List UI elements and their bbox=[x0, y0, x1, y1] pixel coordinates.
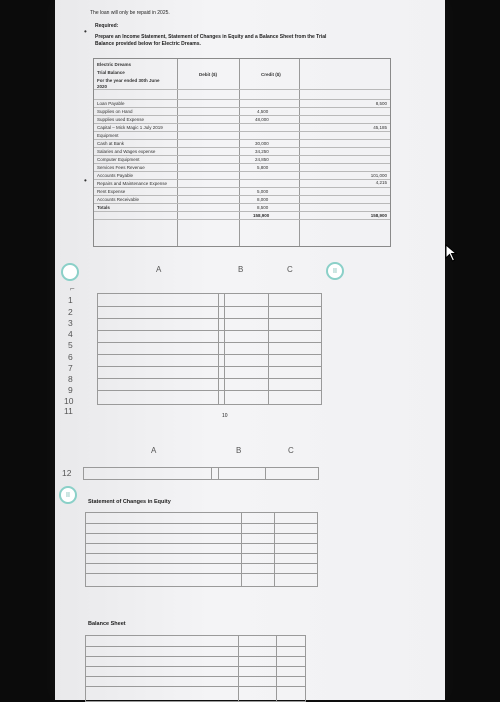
row-number: 6 bbox=[68, 352, 73, 362]
column-header-c[interactable]: C bbox=[287, 265, 293, 274]
balance-sheet-table[interactable] bbox=[85, 635, 306, 702]
tb-row-debit: 4,500 bbox=[257, 109, 269, 114]
loan-note: The loan will only be repaid in 2025. bbox=[90, 10, 170, 16]
tb-row-label: Supplies on Hand bbox=[97, 109, 133, 114]
row-number: 2 bbox=[68, 307, 73, 317]
pause-icon[interactable] bbox=[59, 486, 77, 504]
tb-row-label: Capital – Mick Magic 1 July 2019 bbox=[97, 125, 163, 130]
tb-row-credit: 101,000 bbox=[370, 173, 387, 178]
tb-row-debit: 5,000 bbox=[257, 189, 269, 194]
pause-glyph: II bbox=[66, 491, 70, 499]
tb-row-label: Repairs and Maintenance Expense bbox=[97, 181, 168, 186]
column-header-b[interactable]: B bbox=[238, 265, 244, 274]
tb-row-debit: 24,850 bbox=[255, 157, 269, 162]
tb-row-label: Equipment bbox=[97, 133, 119, 138]
tb-row-label: Salaries and Wages expense bbox=[97, 149, 156, 154]
tb-row-label: Accounts Receivable bbox=[97, 197, 140, 202]
column-header-c[interactable]: C bbox=[288, 446, 294, 455]
tb-row-debit: 34,250 bbox=[255, 149, 269, 154]
debit-header: Debit ($) bbox=[199, 72, 217, 77]
circle-toggle-button[interactable] bbox=[61, 263, 79, 281]
tb-row-debit: 8,500 bbox=[257, 205, 269, 210]
tb-row-label: Computer Equipment bbox=[97, 157, 140, 162]
corner-icon: ⌐ bbox=[70, 284, 75, 293]
footer-number: 10 bbox=[222, 413, 228, 419]
tb-row-debit: 48,000 bbox=[255, 117, 269, 122]
row-number: 9 bbox=[68, 385, 73, 395]
instructions-line2: Balance provided below for Electric Dreams. bbox=[95, 41, 201, 47]
tb-totals-debit: 158,900 bbox=[253, 213, 270, 218]
bullet-icon: • bbox=[84, 27, 87, 36]
equity-table[interactable] bbox=[85, 512, 318, 587]
credit-header: Credit ($) bbox=[261, 72, 281, 77]
bullet-icon: • bbox=[84, 176, 87, 185]
tb-row-debit: 5,800 bbox=[257, 165, 269, 170]
equity-section-title: Statement of Changes in Equity bbox=[88, 499, 171, 505]
column-header-b[interactable]: B bbox=[236, 446, 242, 455]
tb-row-label: Services Fees Revenue bbox=[97, 165, 145, 170]
mouse-cursor-icon bbox=[445, 244, 459, 262]
spreadsheet-row-12[interactable] bbox=[83, 467, 319, 480]
tb-row-credit: 4,215 bbox=[375, 180, 387, 185]
tb-row-debit: 30,000 bbox=[255, 141, 269, 146]
row-number: 8 bbox=[68, 374, 73, 384]
row-number: 1 bbox=[68, 295, 73, 305]
tb-totals-label: Totals bbox=[97, 205, 110, 210]
tb-totals-credit: 158,900 bbox=[370, 213, 387, 218]
period-line1: For the year ended 30th June bbox=[97, 78, 160, 83]
row-number: 5 bbox=[68, 340, 73, 350]
tb-row-debit: 8,000 bbox=[257, 197, 269, 202]
tb-row-label: Cash at Bank bbox=[97, 141, 125, 146]
column-header-a[interactable]: A bbox=[151, 446, 157, 455]
tb-row-label: Rent Expense bbox=[97, 189, 126, 194]
required-label: Required: bbox=[95, 23, 119, 29]
balance-section-title: Balance Sheet bbox=[88, 621, 126, 627]
column-header-a[interactable]: A bbox=[156, 265, 162, 274]
row-number: 7 bbox=[68, 363, 73, 373]
tb-row-label: Accounts Payable bbox=[97, 173, 134, 178]
row-number: 10 bbox=[64, 396, 74, 406]
period-line2: 2020 bbox=[97, 84, 108, 89]
tb-row-credit: 8,500 bbox=[375, 101, 387, 106]
trial-balance-title: Trial Balance bbox=[97, 70, 125, 75]
row-number: 3 bbox=[68, 318, 73, 328]
tb-row-label: Loan Payable bbox=[97, 101, 125, 106]
tb-row-credit: 45,185 bbox=[373, 125, 387, 130]
trial-balance-table bbox=[93, 58, 391, 247]
instructions-line1: Prepare an Income Statement, Statement of Changes in Equity and a Balance Sheet from the Trial bbox=[95, 34, 327, 40]
spreadsheet-grid[interactable] bbox=[97, 293, 322, 405]
tb-row-label: Supplies used Expense bbox=[97, 117, 145, 122]
row-number: 12 bbox=[62, 468, 72, 478]
row-number: 4 bbox=[68, 329, 73, 339]
pause-glyph: II bbox=[333, 267, 337, 275]
row-number: 11 bbox=[64, 406, 73, 416]
pause-icon[interactable] bbox=[326, 262, 344, 280]
company-name: Electric Dreams bbox=[97, 62, 132, 67]
